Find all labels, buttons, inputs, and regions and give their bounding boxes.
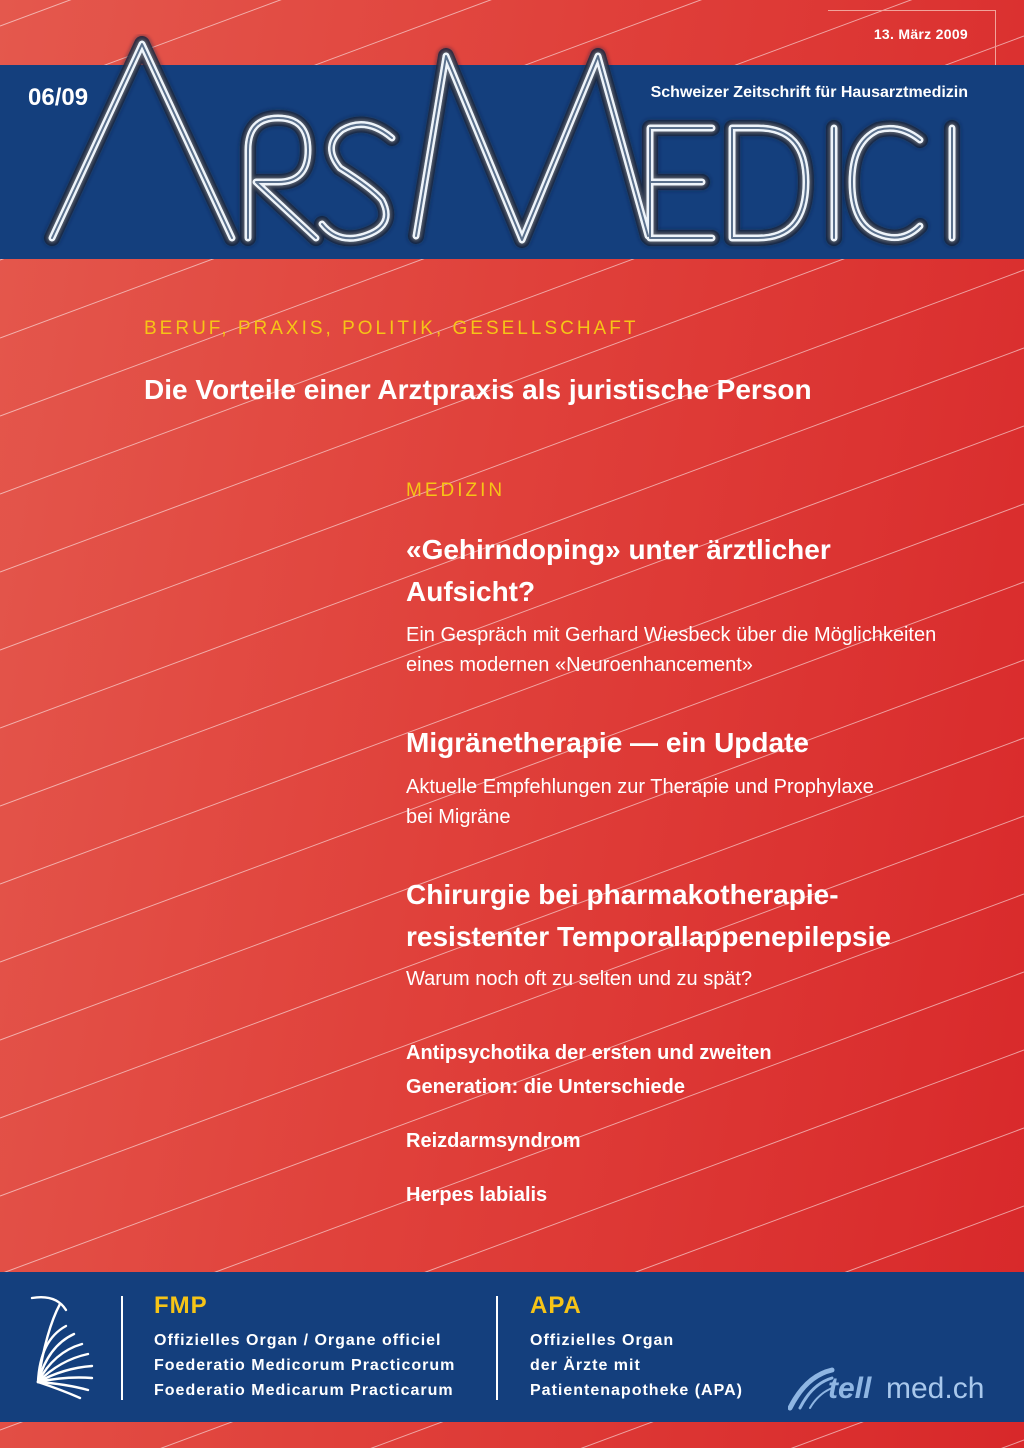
ars-medici-logo xyxy=(40,30,980,260)
article-1-subtitle-line1: Ein Gespräch mit Gerhard Wiesbeck über die Möglichkeiten xyxy=(406,624,937,646)
article-1-title-line2: Aufsicht? xyxy=(406,576,536,607)
more-item-2: Reizdarmsyndrom xyxy=(406,1130,581,1152)
article-1-title-line1: «Gehirndoping» unter ärztlicher xyxy=(406,534,831,565)
stripe-line xyxy=(0,1440,1024,1448)
fmp-line-1: Offizielles Organ / Organe officiel xyxy=(154,1332,442,1349)
issue-date: 13. März 2009 xyxy=(873,26,968,42)
footer-divider-right xyxy=(496,1296,498,1400)
section-kicker-beruf: BERUF, PRAXIS, POLITIK, GESELLSCHAFT xyxy=(144,318,639,339)
date-frame-top xyxy=(828,10,996,11)
article-2-title: Migränetherapie — ein Update xyxy=(406,727,809,758)
fmp-feather-logo-icon xyxy=(26,1290,106,1400)
fmp-line-2: Foederatio Medicorum Practicorum xyxy=(154,1357,456,1374)
apa-line-2: der Ärzte mit xyxy=(530,1357,641,1374)
more-item-1-line2: Generation: die Unterschiede xyxy=(406,1076,685,1098)
date-frame-side xyxy=(995,10,996,65)
more-item-1-line1: Antipsychotika der ersten und zweiten xyxy=(406,1042,772,1064)
article-2-subtitle-line2: bei Migräne xyxy=(406,806,511,828)
article-1-subtitle-line2: eines modernen «Neuroenhancement» xyxy=(406,654,753,676)
footer-divider-left xyxy=(121,1296,123,1400)
fmp-title: FMP xyxy=(154,1292,208,1319)
apa-line-1: Offizielles Organ xyxy=(530,1332,675,1349)
apa-line-3: Patientenapotheke (APA) xyxy=(530,1382,743,1399)
article-3-subtitle: Warum noch oft zu selten und zu spät? xyxy=(406,968,753,990)
tellmed-logo xyxy=(788,1366,994,1412)
fmp-line-3: Foederatio Medicarum Practicarum xyxy=(154,1382,454,1399)
tellmed-suffix: med.ch xyxy=(886,1372,985,1405)
article-2-subtitle-line1: Aktuelle Empfehlungen zur Therapie und Prophylaxe xyxy=(406,776,874,798)
apa-title: APA xyxy=(530,1292,582,1319)
tellmed-prefix: tell xyxy=(828,1372,872,1405)
stripe-line xyxy=(0,0,1024,26)
headline-beruf: Die Vorteile einer Arztpraxis als juristische Person xyxy=(144,374,812,405)
more-item-3: Herpes labialis xyxy=(406,1184,548,1206)
issue-number: 06/09 xyxy=(28,84,89,111)
article-3-title-line1: Chirurgie bei pharmakotherapie- xyxy=(406,879,839,910)
tellmed-swoosh-icon xyxy=(790,1370,832,1408)
section-kicker-medizin: MEDIZIN xyxy=(406,480,506,501)
article-3-title-line2: resistenter Temporallappenepilepsie xyxy=(406,921,891,952)
journal-subtitle: Schweizer Zeitschrift für Hausarztmedizin xyxy=(650,84,968,101)
